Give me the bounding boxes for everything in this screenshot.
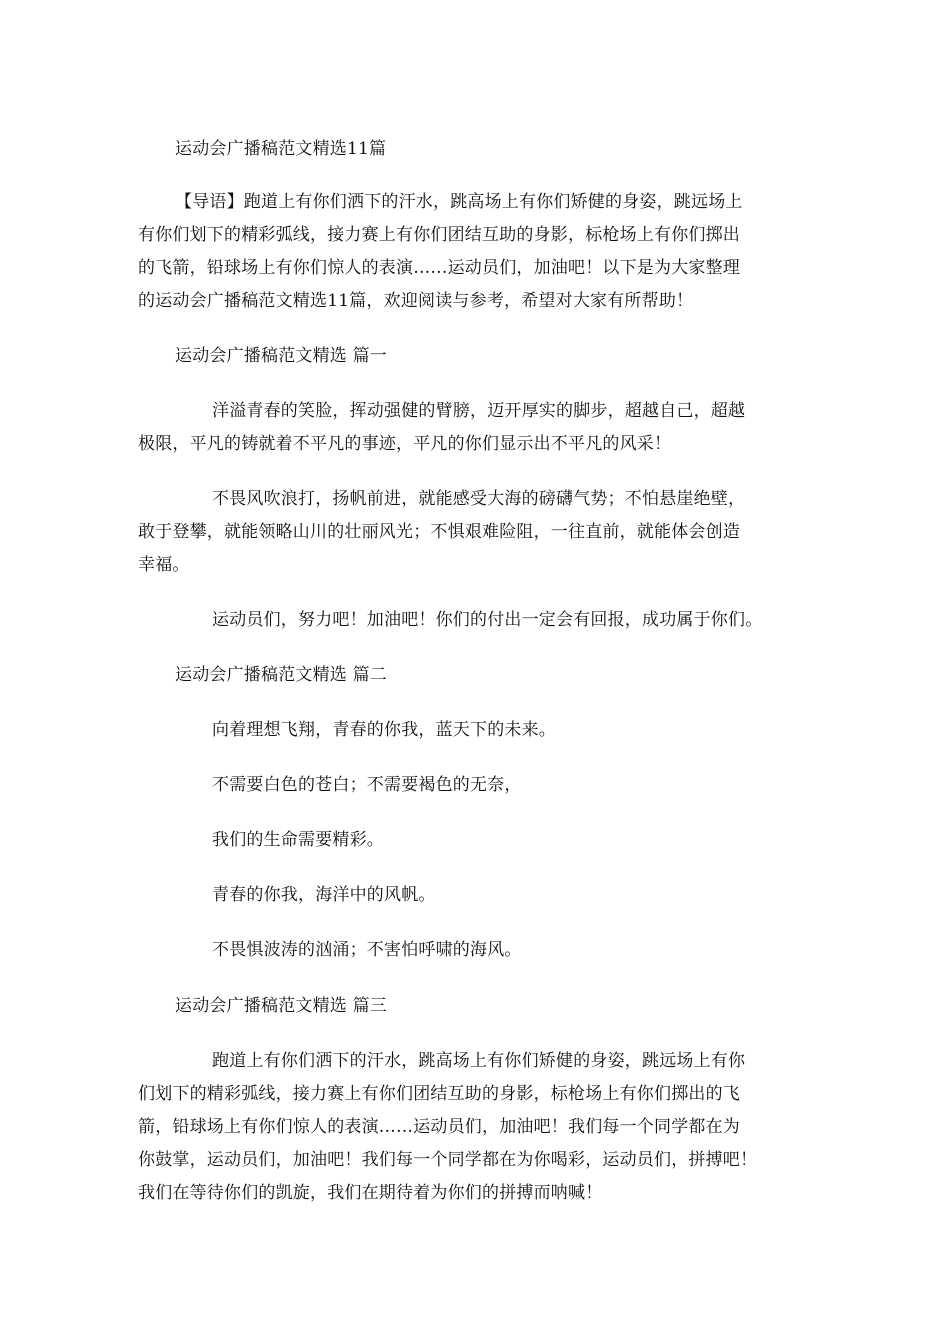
intro-line-1: 【导语】跑道上有你们洒下的汗水，跳高场上有你们矫健的身姿，跳远场上 [175, 192, 743, 212]
section-3-para-1-line-1: 跑道上有你们洒下的汗水，跳高场上有你们矫健的身姿，跳远场上有你 [212, 1051, 746, 1071]
section-1-para-1-line-2: 极限，平凡的铸就着不平凡的事迹，平凡的你们显示出不平凡的风采！ [138, 434, 672, 454]
section-1-para-2-line-1: 不畏风吹浪打，扬帆前进，就能感受大海的磅礴气势；不怕悬崖绝壁， [212, 489, 746, 509]
section-3-para-1-line-3: 箭，铅球场上有你们惊人的表演……运动员们，加油吧！我们每一个同学都在为 [138, 1117, 740, 1137]
intro-line-4: 的运动会广播稿范文精选11篇，欢迎阅读与参考，希望对大家有所帮助！ [138, 291, 694, 311]
section-2-para-5: 不畏惧波涛的汹涌；不害怕呼啸的海风。 [212, 940, 522, 960]
intro-line-2: 有你们划下的精彩弧线，接力赛上有你们团结互助的身影，标枪场上有你们掷出 [138, 225, 740, 245]
intro-line-3: 的飞箭，铅球场上有你们惊人的表演……运动员们，加油吧！以下是为大家整理 [138, 258, 740, 278]
section-3-para-1-line-4: 你鼓掌，运动员们，加油吧！我们每一个同学都在为你喝彩，运动员们，拼搏吧！ [138, 1150, 758, 1170]
section-2-para-2: 不需要白色的苍白；不需要褐色的无奈， [212, 775, 522, 795]
section-1-para-1-line-1: 洋溢青春的笑脸，挥动强健的臂膀，迈开厚实的脚步，超越自己，超越 [212, 401, 746, 421]
section-3-para-1-line-2: 们划下的精彩弧线，接力赛上有你们团结互助的身影，标枪场上有你们掷出的飞 [138, 1084, 740, 1104]
section-2-heading: 运动会广播稿范文精选 篇二 [175, 665, 388, 685]
section-2-para-1: 向着理想飞翔，青春的你我，蓝天下的未来。 [212, 720, 556, 740]
section-1-para-2-line-2: 敢于登攀，就能领略山川的壮丽风光；不惧艰难险阻，一往直前，就能体会创造 [138, 522, 740, 542]
section-2-para-3: 我们的生命需要精彩。 [212, 830, 384, 850]
section-1-para-2-line-3: 幸福。 [138, 555, 190, 575]
section-1-para-3-line-1: 运动员们，努力吧！加油吧！你们的付出一定会有回报，成功属于你们。 [212, 610, 763, 630]
section-3-para-1-line-5: 我们在等待你们的凯旋，我们在期待着为你们的拼搏而呐喊！ [138, 1183, 603, 1203]
section-1-heading: 运动会广播稿范文精选 篇一 [175, 346, 388, 366]
section-2-para-4: 青春的你我，海洋中的风帆。 [212, 885, 436, 905]
section-3-heading: 运动会广播稿范文精选 篇三 [175, 996, 388, 1016]
document-title: 运动会广播稿范文精选11篇 [175, 139, 387, 159]
